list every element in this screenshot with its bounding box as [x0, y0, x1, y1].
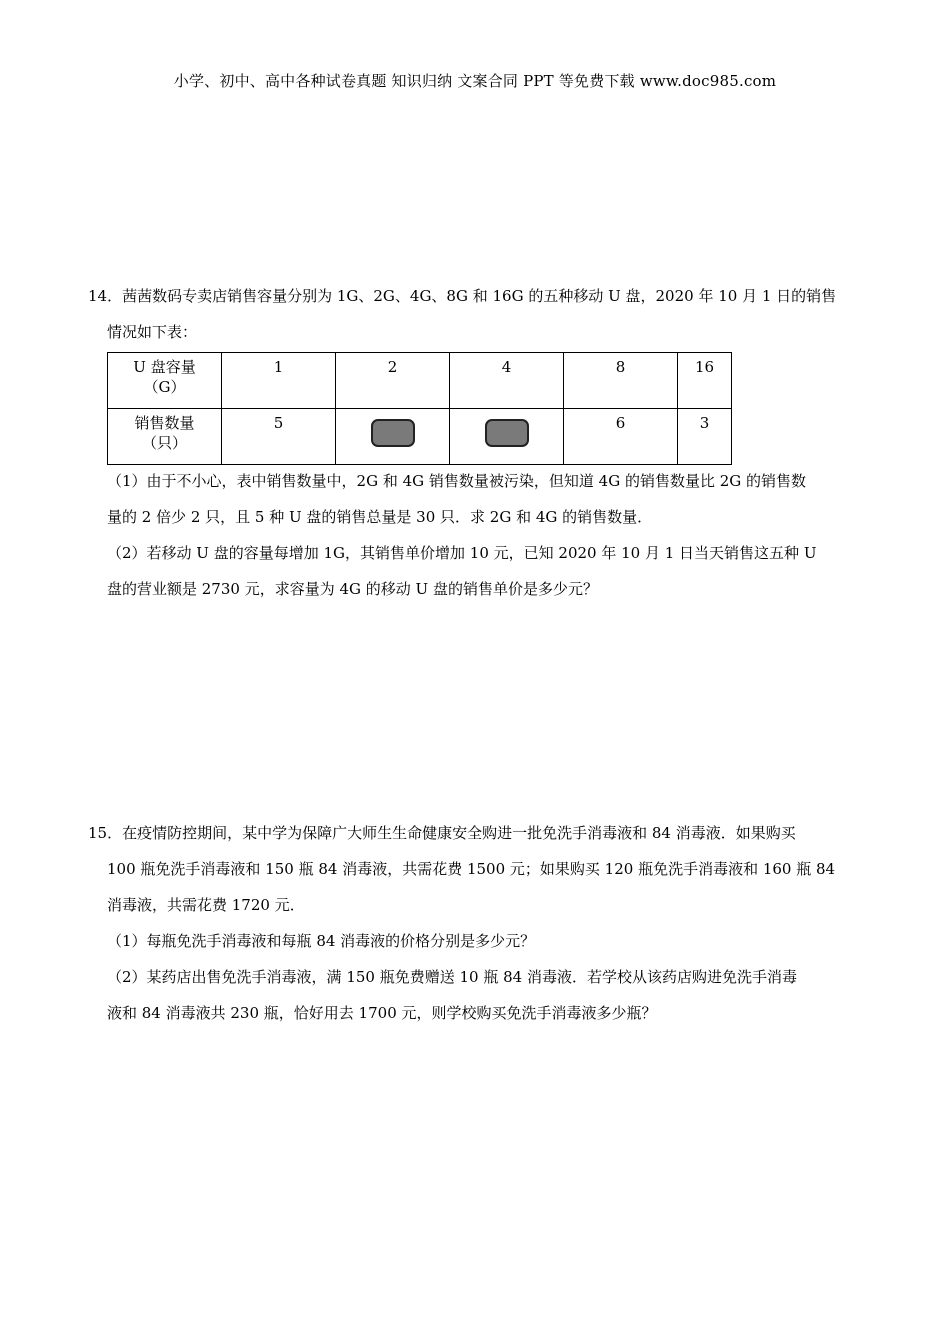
table-cell — [450, 409, 564, 465]
problem-14-part-2-line-2: 盘的营业额是 2730 元，求容量为 4G 的移动 U 盘的销售单价是多少元？ — [107, 580, 598, 598]
ink-stain — [485, 419, 529, 447]
table-cell: 6 — [564, 409, 678, 465]
problem-14-line-2: 情况如下表： — [107, 323, 198, 341]
problem-15-line-3: 消毒液，共需花费 1720 元． — [107, 896, 305, 914]
table-cell: 1 — [222, 353, 336, 409]
quantity-label: 销售数量 — [134, 414, 195, 432]
table-cell: 5 — [222, 409, 336, 465]
table-cell: 2 — [336, 353, 450, 409]
quantity-unit: （只） — [141, 434, 187, 452]
problem-15-line-2: 100 瓶免洗手消毒液和 150 瓶 84 消毒液，共需花费 1500 元；如果购买 120 瓶免洗手消毒液和 160 瓶 84 — [107, 860, 836, 878]
capacity-unit: （G） — [143, 378, 186, 396]
table-row — [108, 409, 732, 465]
table-cell: 3 — [678, 409, 732, 465]
problem-15-part-2-line-1: （2）某药店出售免洗手消毒液，满 150 瓶免费赠送 10 瓶 84 消毒液．若学校从该药店购进免洗手消毒 — [107, 968, 797, 986]
sales-table — [107, 352, 732, 465]
problem-15-line-1: 15．在疫情防控期间，某中学为保障广大师生生命健康安全购进一批免洗手消毒液和 84 消毒液．如果购买 — [88, 824, 796, 842]
table-cell: 16 — [678, 353, 732, 409]
capacity-label: U 盘容量 — [133, 358, 196, 376]
table-cell: 8 — [564, 353, 678, 409]
problem-15-part-2-line-2: 液和 84 消毒液共 230 瓶，恰好用去 1700 元，则学校购买免洗手消毒液多少瓶？ — [107, 1004, 657, 1022]
problem-14-part-1-line-1: （1）由于不小心，表中销售数量中，2G 和 4G 销售数量被污染，但知道 4G 的销售数量比 2G 的销售数 — [107, 472, 807, 490]
ink-stain — [371, 419, 415, 447]
row-header-capacity — [108, 353, 222, 409]
table-cell — [336, 409, 450, 465]
problem-14-part-1-line-2: 量的 2 倍少 2 只，且 5 种 U 盘的销售总量是 30 只．求 2G 和 4G 的销售数量． — [107, 508, 653, 526]
problem-14-line-1: 14．茜茜数码专卖店销售容量分别为 1G、2G、4G、8G 和 16G 的五种移动 U 盘，2020 年 10 月 1 日的销售 — [88, 287, 837, 305]
row-header-quantity — [108, 409, 222, 465]
problem-14-part-2-line-1: （2）若移动 U 盘的容量每增加 1G，其销售单价增加 10 元，已知 2020 年 10 月 1 日当天销售这五种 U — [107, 544, 817, 562]
table-cell: 4 — [450, 353, 564, 409]
page-header: 小学、初中、高中各种试卷真题 知识归纳 文案合同 PPT 等免费下载 www.doc985.com — [173, 72, 777, 90]
table-row — [108, 353, 732, 409]
problem-15-part-1: （1）每瓶免洗手消毒液和每瓶 84 消毒液的价格分别是多少元？ — [107, 932, 536, 950]
